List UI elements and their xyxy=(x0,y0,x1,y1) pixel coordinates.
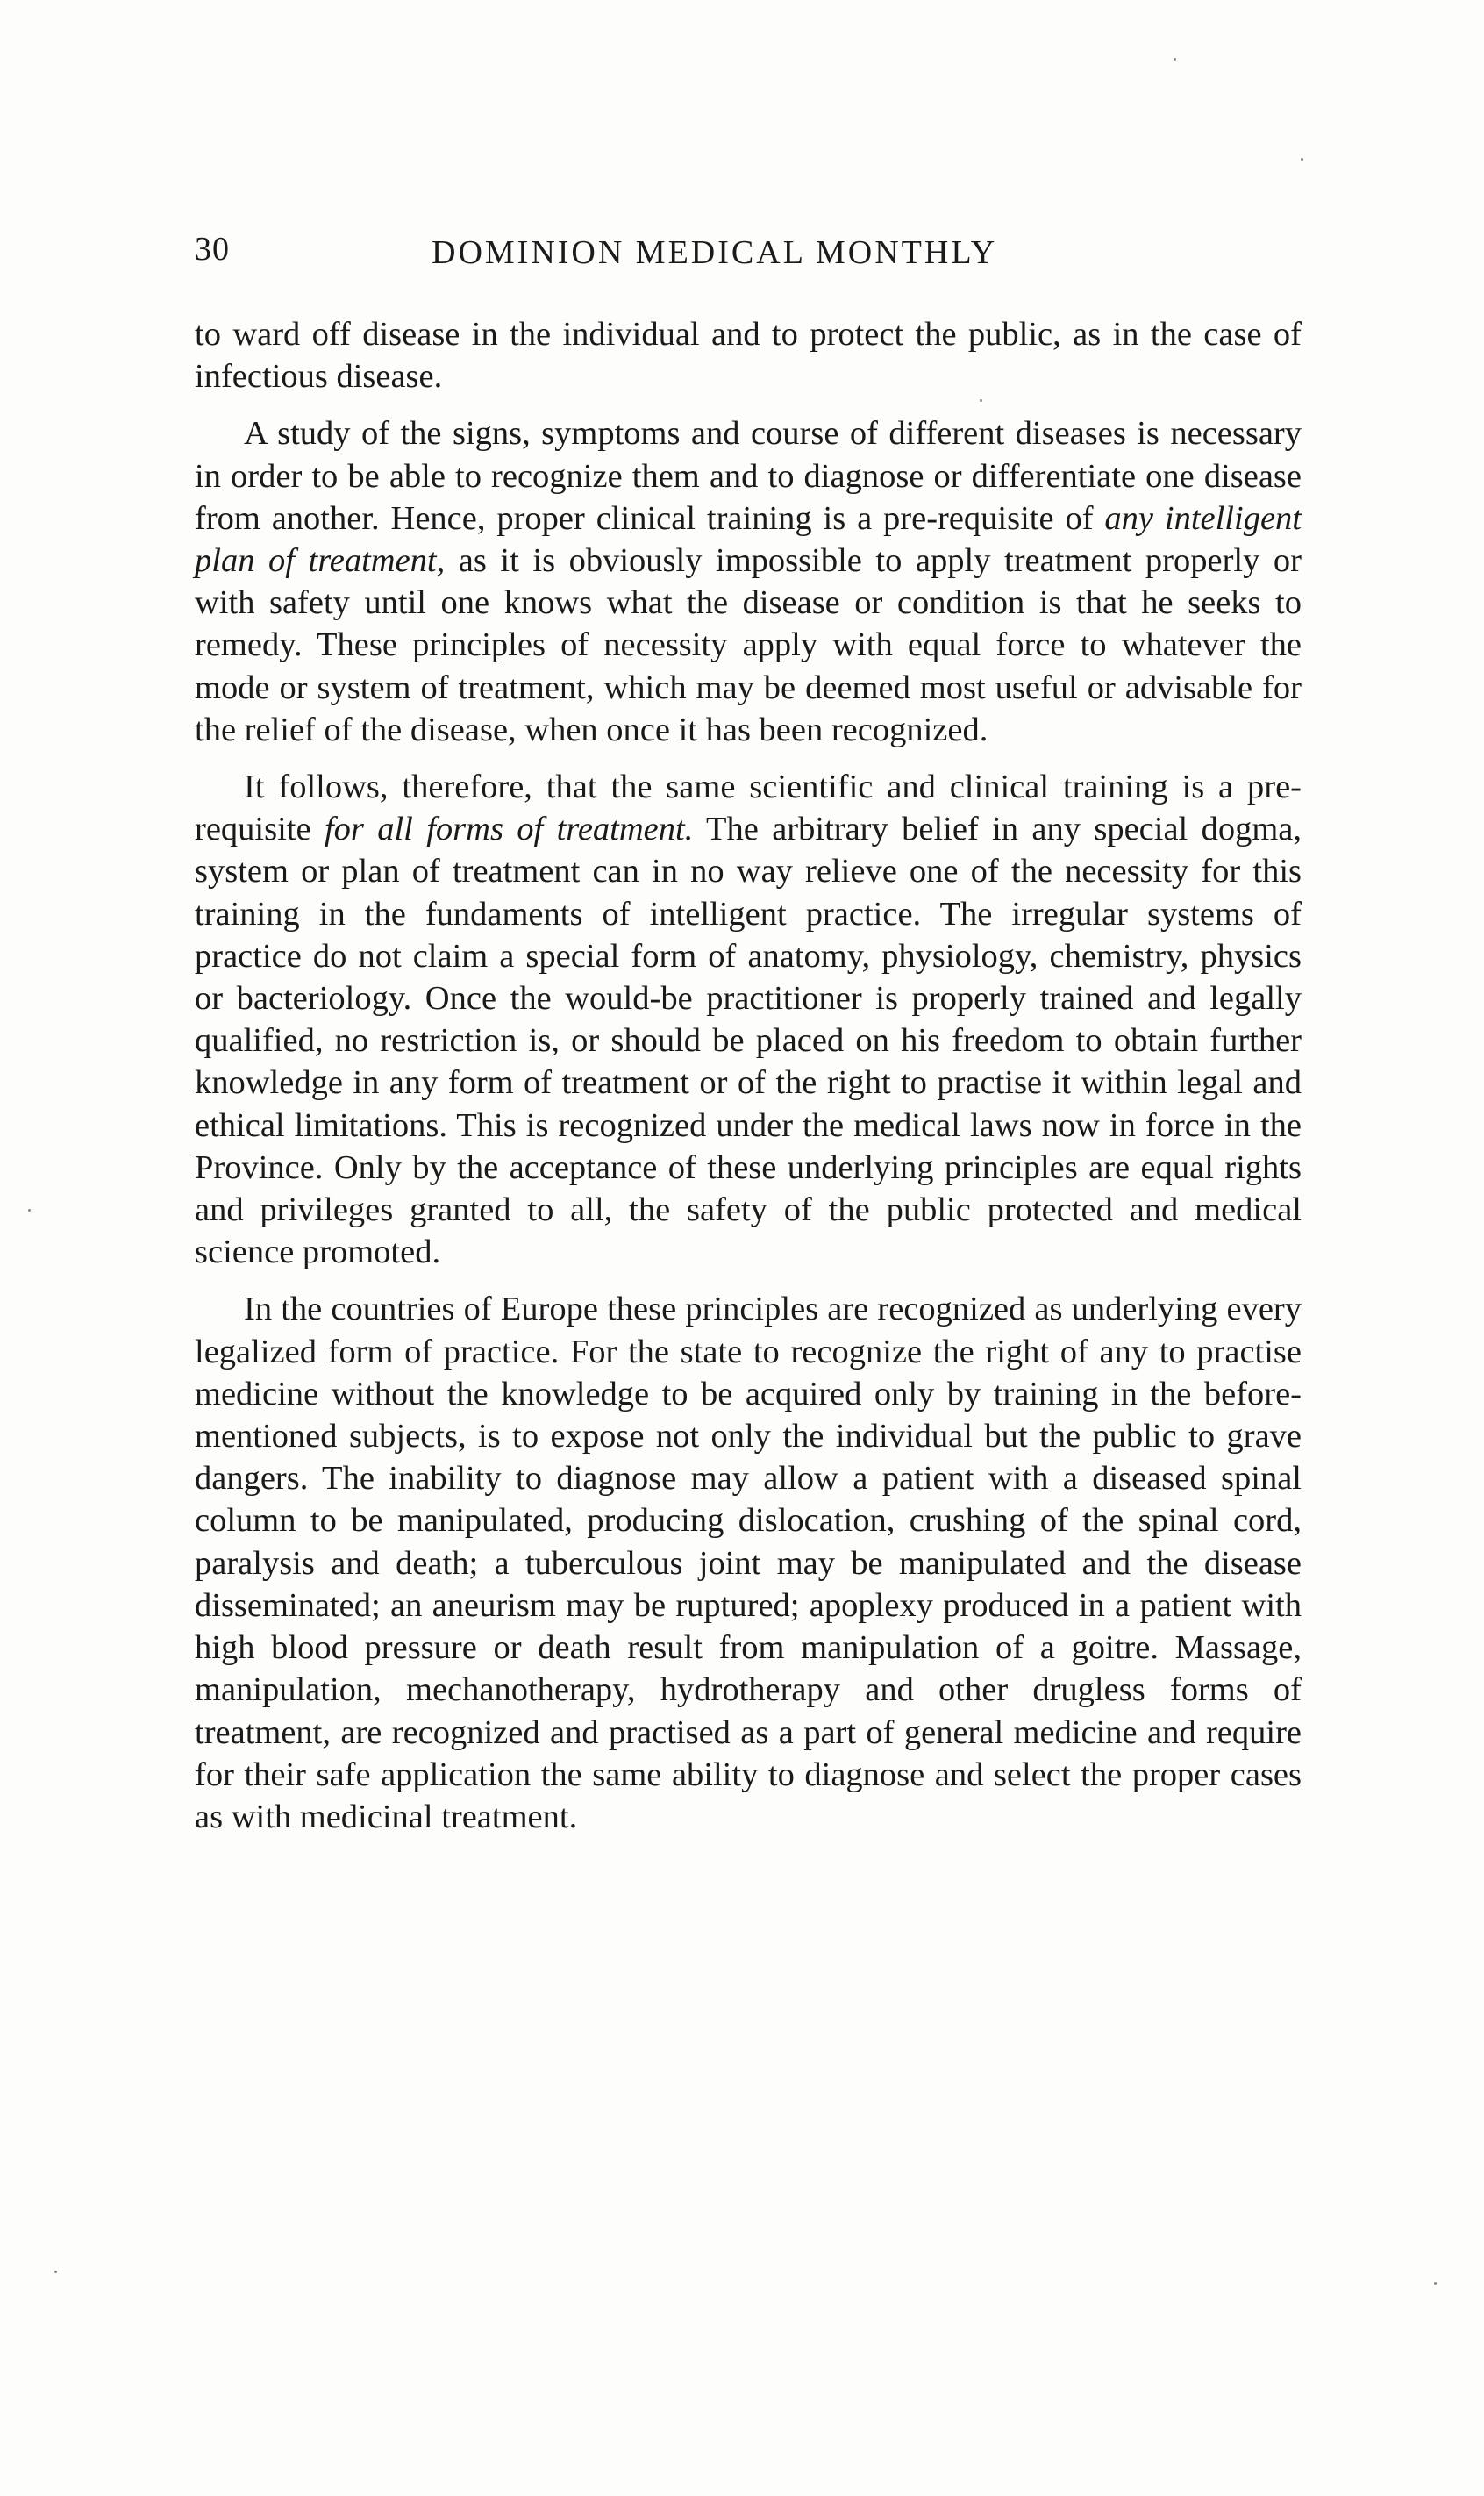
paragraph-3-text-b: The arbitrary belief in any special dogma, system or plan of treatment can in no way relieve one of the necessity for this training in the fundaments of intelligent practice. The irregular systems of practice do not claim a special form of anatomy, physiology, chemistry, physics or bacteriology. Once the would-be practitioner is properly trained and legally qualified, no restriction is, or should be placed on his freedom to obtain further knowledge in any form of treatment or of the right to practise it within legal and ethical limitations. This is recognized under the medical laws now in force in the Province. Only by the acceptance of these underlying principles are equal rights and privileges granted to all, the safety of the public protected and medical science promoted. xyxy=(195,811,1302,1271)
paragraph-1 xyxy=(195,313,1302,397)
paragraph-1-text: to ward off disease in the individual and to protect the public, as in the case of infectious disease. xyxy=(195,316,1302,396)
paragraph-4-text: In the countries of Europe these principles are recognized as underlying every legalized form of practice. For the state to recognize the right of any to practise medicine without the knowledge to be acquired only by training in the before-mentioned subjects, is to expose not only the individual but the public to grave dangers. The inability to diagnose may allow a patient with a diseased spinal column to be manipulated, producing dislocation, crushing of the spinal cord, paralysis and death; a tuberculous joint may be manipulated and the disease disseminated; an aneurism may be ruptured; apoplexy produced in a patient with high blood pressure or death result from manipulation of a goitre. Massage, manipulation, mechanotherapy, hydrotherapy and other drugless forms of treatment, are recognized and practised as a part of general medicine and require for their safe application the same ability to diagnose and select the proper cases as with medicinal treatment. xyxy=(195,1291,1302,1835)
paragraph-2-text-b: as it is obviously impossible to apply treatment properly or with safety until one knows what the disease or condition is that he seeks to remedy. These principles of necessity apply with equal force to whatever the mode or system of treatment, which may be deemed most useful or advisable for the relief of the disease, when once it has been recognized. xyxy=(195,542,1302,748)
paragraph-3-emphasis: for all forms of treatment. xyxy=(324,811,694,848)
scan-speck xyxy=(1434,2282,1437,2285)
scan-speck xyxy=(980,399,982,402)
scan-speck xyxy=(1174,58,1176,61)
scan-speck xyxy=(1301,158,1303,161)
paragraph-2-emphasis: any intelligent plan of treatment, xyxy=(195,499,1302,580)
page-number: 30 xyxy=(195,231,230,268)
paragraph-2 xyxy=(195,412,1302,751)
page-header xyxy=(195,230,1291,282)
scan-speck xyxy=(54,2271,57,2273)
running-head: DOMINION MEDICAL MONTHLY xyxy=(432,234,998,271)
paragraph-3 xyxy=(195,766,1302,1273)
article-body xyxy=(195,313,1302,1853)
paragraph-3-text-a: It follows, therefore, that the same scientific and clinical training is a pre-requisite xyxy=(195,769,1302,848)
paragraph-2-text-a: A study of the signs, symptoms and course of different diseases is necessary in order to be able to recognize them and to diagnose or differentiate one disease from another. Hence, proper clinical training is a pre-requisite of xyxy=(195,415,1302,537)
paragraph-4 xyxy=(195,1288,1302,1838)
scan-speck xyxy=(28,1209,31,1212)
